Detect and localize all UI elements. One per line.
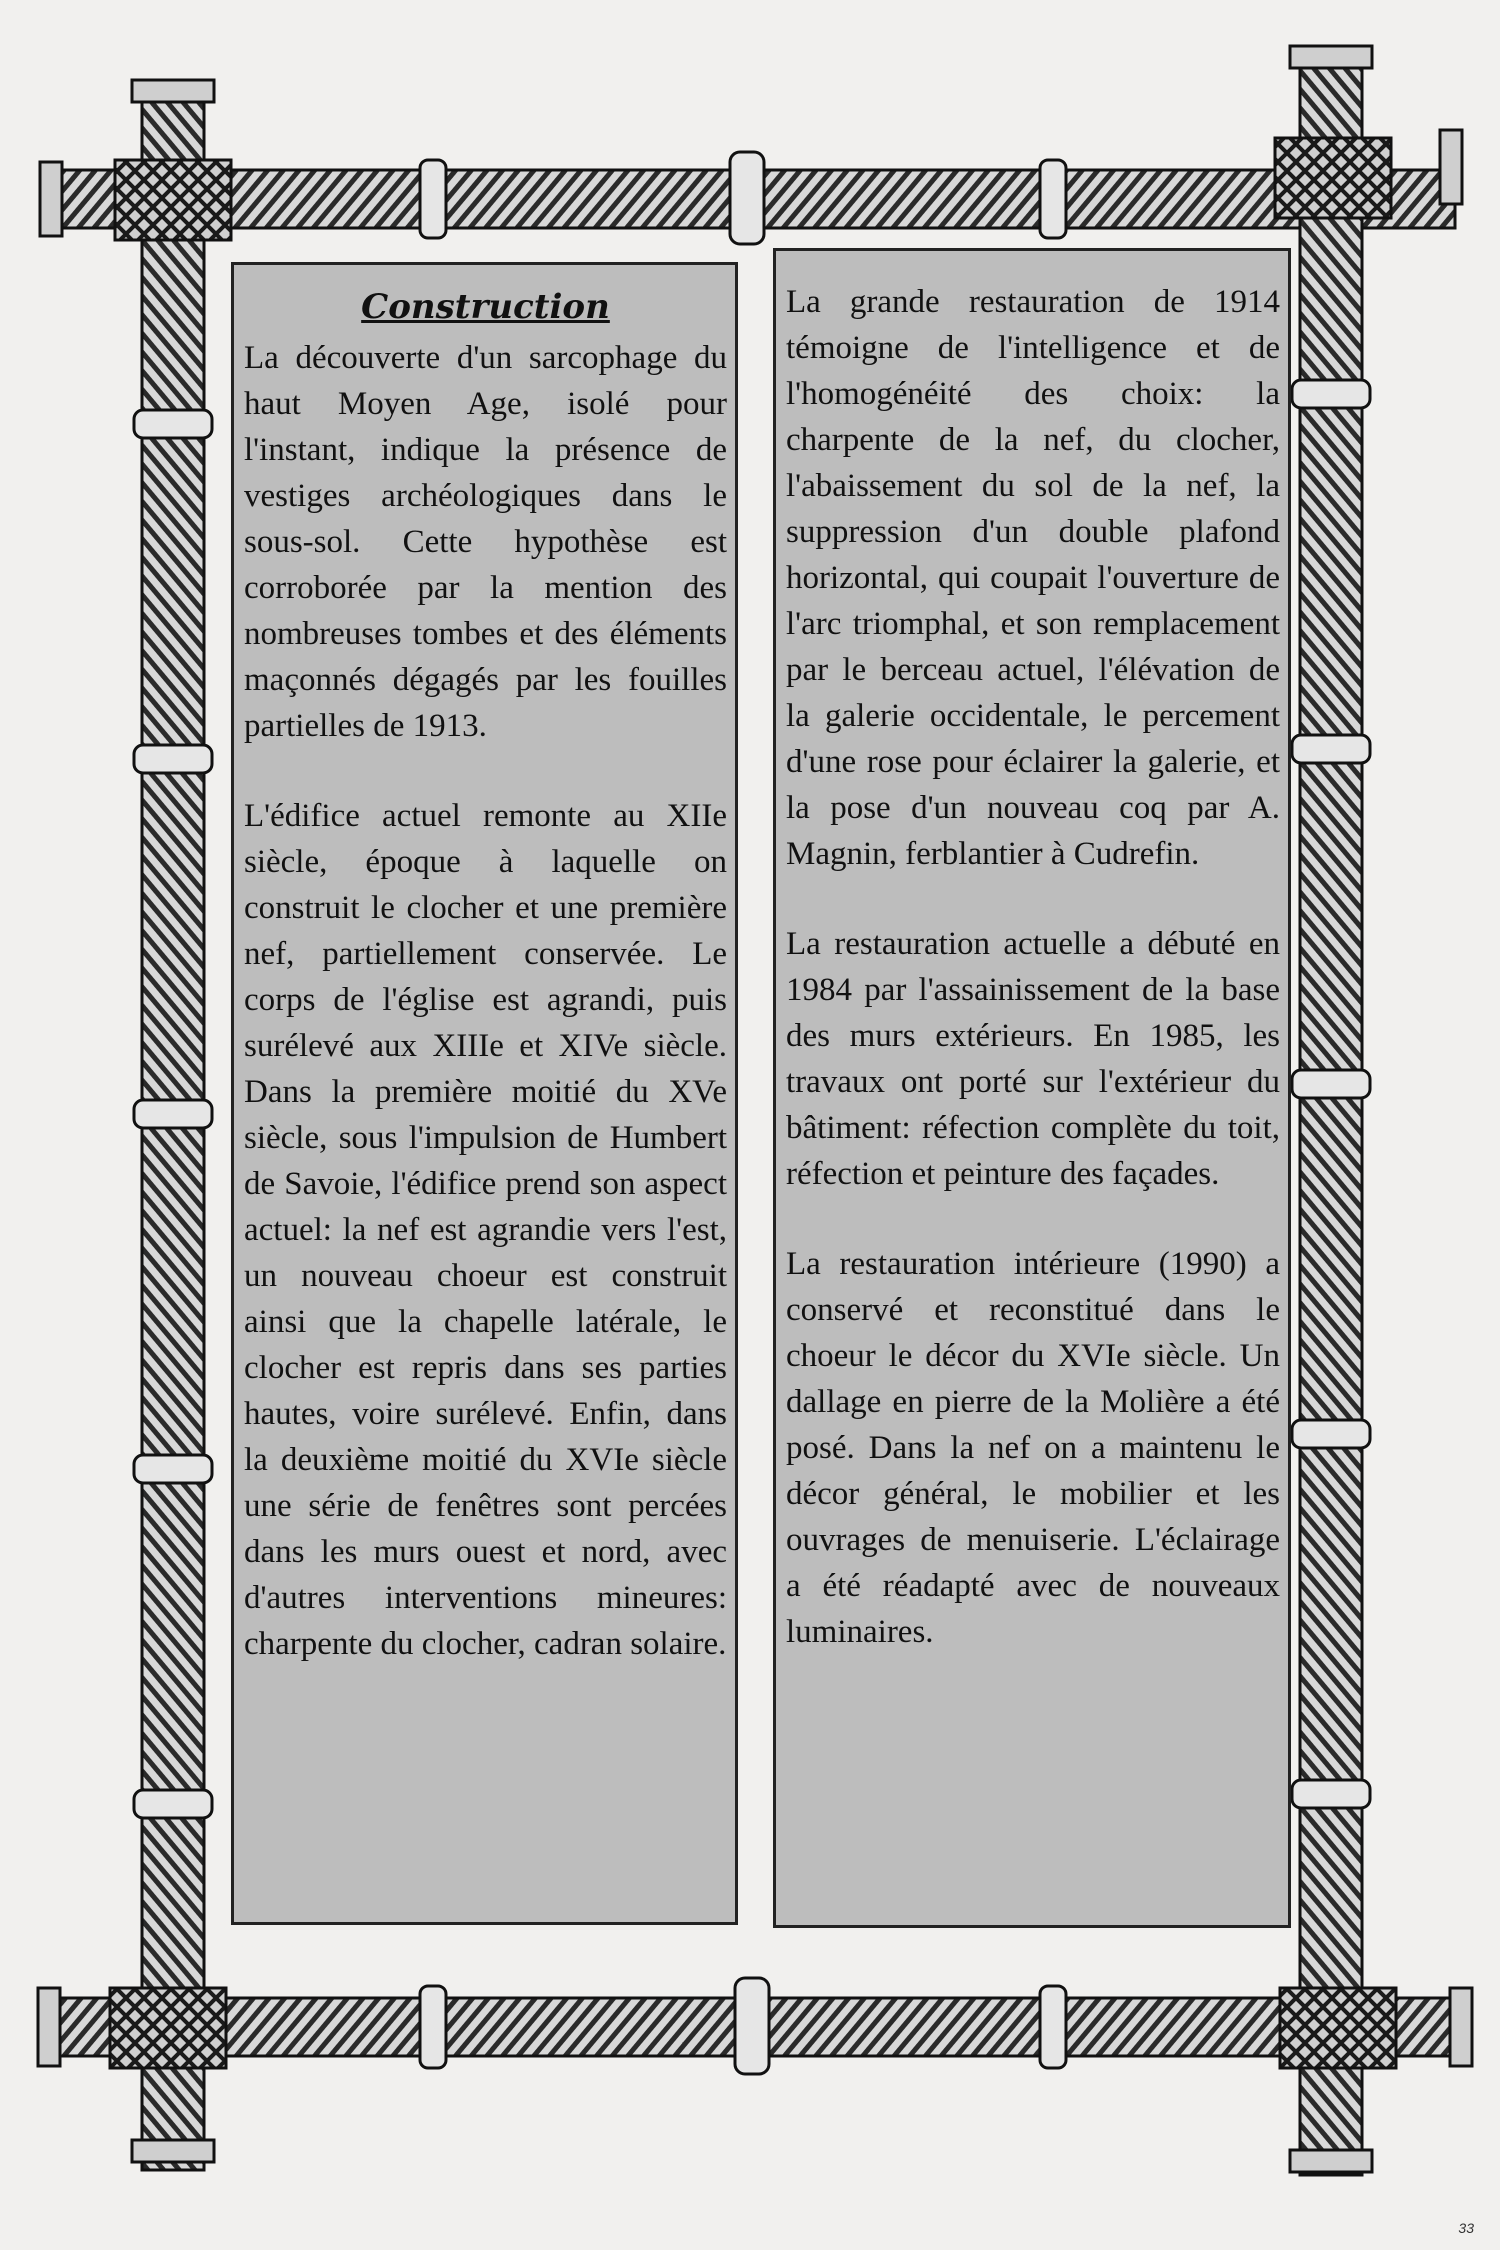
right-pole xyxy=(1290,46,1372,2175)
left-pole xyxy=(132,80,214,2170)
left-text-column xyxy=(231,262,738,1925)
right-text-column xyxy=(773,248,1291,1928)
corner-lashing-top-right xyxy=(1275,138,1391,218)
corner-lashing-bottom-left xyxy=(110,1988,226,2068)
paragraph-restoration-1990: La restauration intérieure (1990) a conservé et reconstitué dans le choeur le décor du XVIe siècle. Un dallage en pierre de la Molière a été posé. Dans la nef on a maintenu le décor général, le mobilier et les ouvrages de menuiserie. L'éclairage a été réadapté avec de nouveaux luminaires. xyxy=(786,1246,1280,1650)
page-mark: 33 xyxy=(1458,2220,1474,2236)
section-heading: Construction xyxy=(361,287,610,327)
bottom-pole xyxy=(38,1978,1472,2074)
paragraph-restoration-1914: La grande restauration de 1914 témoigne de l'intelligence et de l'homogénéité des choix: la charpente de la nef, du clocher, l'abaissement du sol de la nef, la suppression d'un double plafond horizontal, qui coupait l'ouverture de l'arc triomphal, et son remplacement par le berceau actuel, l'élévation de la galerie occidentale, le percement d'une rose pour éclairer la galerie, et la pose d'un nouveau coq par A. Magnin, ferblantier à Cudrefin. xyxy=(786,284,1280,872)
paragraph-restoration-1984: La restauration actuelle a débuté en 1984 par l'assainissement de la base des murs extérieurs. En 1985, les travaux ont porté sur l'extérieur du bâtiment: réfection complète du toit, réfection et peinture des façades. xyxy=(786,926,1280,1192)
top-pole xyxy=(40,130,1462,244)
corner-lashing-bottom-right xyxy=(1280,1988,1396,2068)
corner-lashing-top-left xyxy=(115,160,231,240)
paragraph-origins: La découverte d'un sarcophage du haut Moyen Age, isolé pour l'instant, indique la présence de vestiges archéologiques dans le sous-sol. Cette hypothèse est corroborée par la mention des nombreuses tombes et des éléments maçonnés dégagés par les fouilles partielles de 1913. xyxy=(244,340,727,744)
paragraph-history: L'édifice actuel remonte au XIIe siècle, époque à laquelle on construit le clocher et une première nef, partiellement conservée. Le corps de l'église est agrandi, puis surélevé aux XIIIe et XIVe siècle. Dans la première moitié du XVe siècle, sous l'impulsion de Humbert de Savoie, l'édifice prend son aspect actuel: la nef est agrandie vers l'est, un nouveau choeur est construit ainsi que la chapelle latérale, le clocher est repris dans ses parties hautes, voire surélevé. Enfin, dans la deuxième moitié du XVIe siècle une série de fenêtres sont percées dans les murs ouest et nord, avec d'autres interventions mineures: charpente du clocher, cadran solaire. xyxy=(244,798,727,1662)
